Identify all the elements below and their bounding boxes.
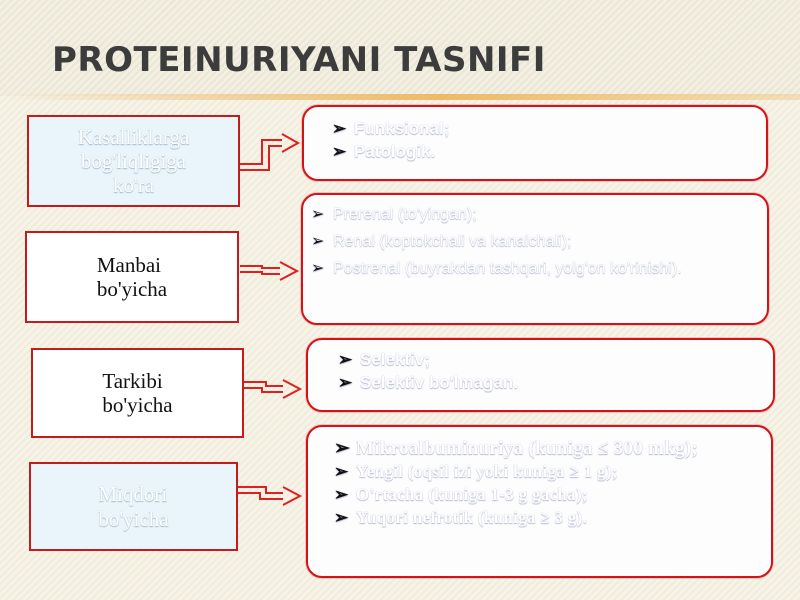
connector-arrow-composition xyxy=(244,380,300,398)
category-label-quantity: Miqdori bo'yicha xyxy=(98,482,169,531)
option-item: ➢ Patologik. xyxy=(332,140,754,163)
option-item: ➢ Mikroalbuminuriya (kuniga ≤ 300 mkg); xyxy=(334,437,759,460)
option-item: ➢ Yengil (oqsil izi yoki kuniga ≥ 1 g); xyxy=(334,460,759,483)
connector-arrow-disease xyxy=(240,134,298,170)
option-item: ➢ Selektiv bo'lmagan. xyxy=(338,371,761,394)
option-item: ➢ Selektiv; xyxy=(338,348,761,371)
option-item: ➢ Renal (koptokchali va kanalchali); xyxy=(311,228,757,255)
option-item: ➢ Prerenal (to'yingan); xyxy=(311,201,757,228)
option-item: ➢ Postrenal (buyrakdan tashqari, yolg'on ko'rinishi). xyxy=(311,255,757,282)
category-label-source: Manbai bo'yicha xyxy=(96,252,168,301)
category-label-composition: Tarkibi bo'yicha xyxy=(102,368,173,417)
slide-title: PROTEINURIYANI TASNIFI xyxy=(52,40,546,80)
connector-arrow-quantity xyxy=(238,487,300,505)
option-item: ➢ O'rtacha (kuniga 1-3 g gacha); xyxy=(334,483,759,506)
connector-arrow-source xyxy=(240,262,297,280)
option-item: ➢ Funksional; xyxy=(332,117,754,140)
category-label-disease: Kasalliklarga bog'liqligiga ko'ra xyxy=(77,124,190,198)
option-item: ➢ Yuqori nefrotik (kuniga ≥ 3 g). xyxy=(334,506,759,529)
